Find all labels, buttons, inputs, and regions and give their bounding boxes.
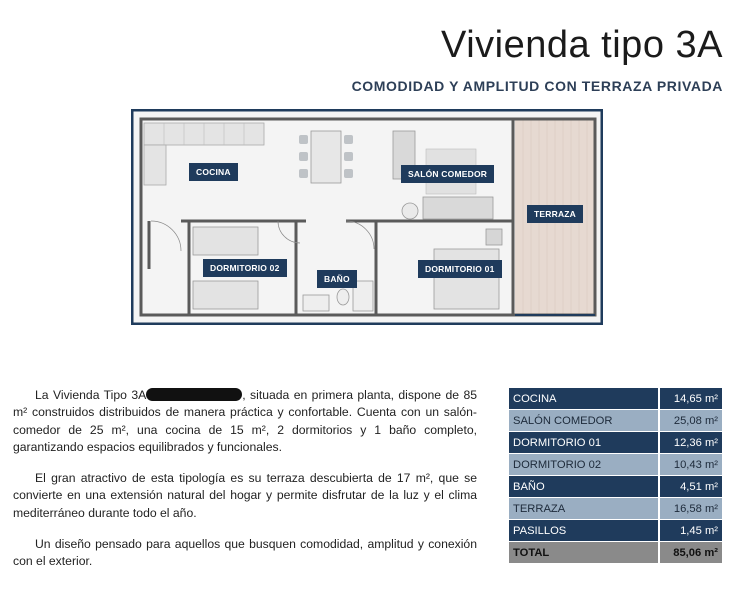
area-name: TERRAZA [509,498,659,520]
total-label: TOTAL [509,542,659,564]
area-value: 16,58 m² [659,498,722,520]
description-paragraph-1 [13,387,477,456]
page-title: Vivienda tipo 3A [441,24,723,66]
room-label-terraza: TERRAZA [527,205,583,223]
description [13,387,477,585]
total-value: 85,06 m² [659,542,722,564]
area-name: COCINA [509,388,659,410]
table-row [509,454,722,476]
description-p1-end: , situada en primera planta, dispone de 85 m² construidos distribuidos de manera práctica y confortable. Cuenta con un salón-comedor de 25 m², una cocina de 15 m², 2 dormitorios y 1 baño completo, garantizando espacios equilibrados y funcionales. [13,388,477,454]
area-value: 12,36 m² [659,432,722,454]
area-value: 25,08 m² [659,410,722,432]
room-label-bano: BAÑO [317,270,357,288]
table-total-row [509,542,722,564]
area-name: BAÑO [509,476,659,498]
room-label-dormitorio-01: DORMITORIO 01 [418,260,502,278]
area-value: 4,51 m² [659,476,722,498]
area-value: 14,65 m² [659,388,722,410]
floor-plan [131,109,603,325]
description-p1-start: La Vivienda Tipo 3A [35,388,147,402]
table-row [509,476,722,498]
page-subtitle: COMODIDAD Y AMPLITUD CON TERRAZA PRIVADA [351,78,723,94]
area-name: PASILLOS [509,520,659,542]
room-label-dormitorio-02: DORMITORIO 02 [203,259,287,277]
room-label-cocina: COCINA [189,163,238,181]
area-value: 10,43 m² [659,454,722,476]
table-row [509,410,722,432]
area-name: DORMITORIO 02 [509,454,659,476]
room-label-salon: SALÓN COMEDOR [401,165,494,183]
redaction-bar [146,388,242,401]
table-row [509,498,722,520]
description-paragraph-3: Un diseño pensado para aquellos que busquen comodidad, amplitud y conexión con el exterior. [13,537,477,569]
area-name: DORMITORIO 01 [509,432,659,454]
areas-table [509,388,722,564]
area-name: SALÓN COMEDOR [509,410,659,432]
table-row [509,388,722,410]
table-row [509,432,722,454]
description-paragraph-2: El gran atractivo de esta tipología es su terraza descubierta de 17 m², que se convierte en una extensión natural del hogar y permite disfrutar de la luz y el clima mediterráneo durante todo el año. [13,471,477,520]
area-value: 1,45 m² [659,520,722,542]
table-row [509,520,722,542]
